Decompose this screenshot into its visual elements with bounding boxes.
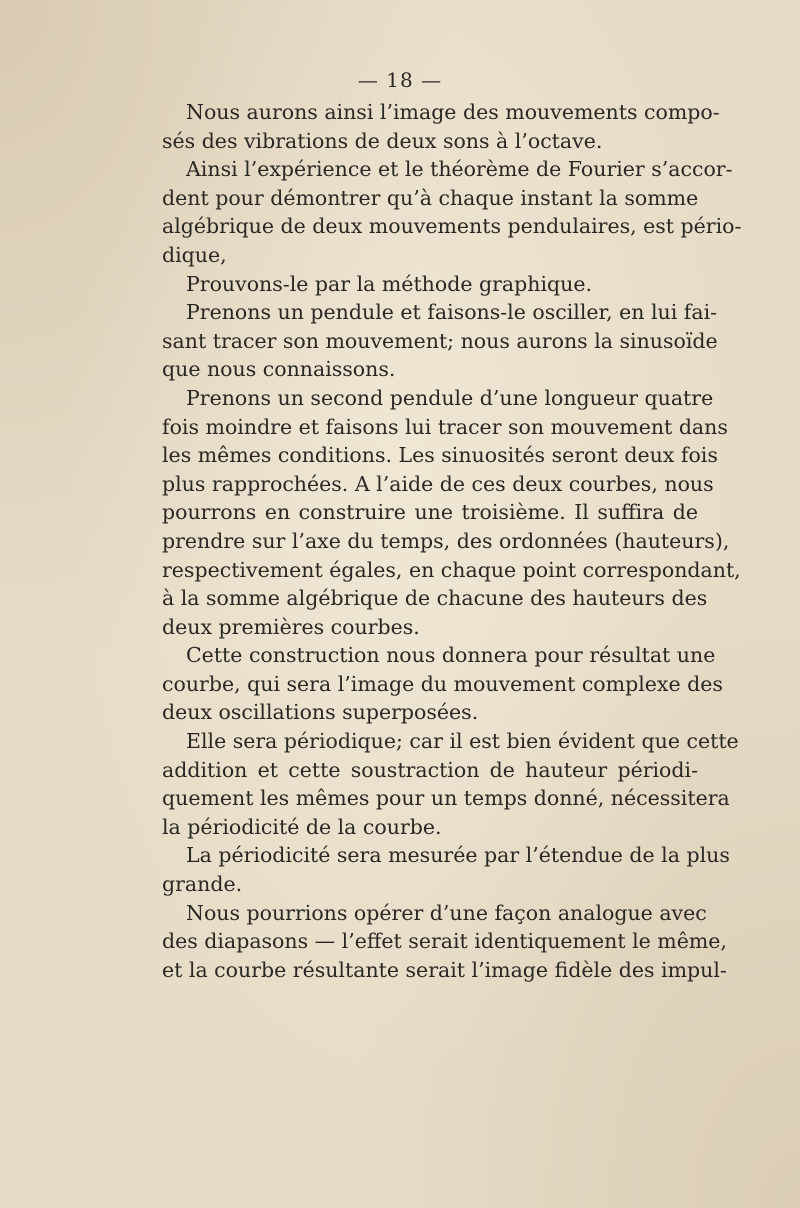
text-line: Prenons un pendule et faisons-le osciller, en lui fai- [186, 300, 718, 325]
text-line: Nous pourrions opérer d’une façon analogue avec [186, 900, 707, 925]
text-line: quement les mêmes pour un temps donné, nécessitera [162, 786, 730, 811]
text-line: grande. [162, 872, 243, 897]
text-line: prendre sur l’axe du temps, des ordonnées (hauteurs), [162, 528, 730, 553]
body-text [162, 98, 742, 984]
text-line: deux premières courbes. [162, 614, 420, 639]
text-line: sés des vibrations de deux sons à l’octave. [162, 128, 603, 153]
text-line: Elle sera périodique; car il est bien évident que cette [186, 729, 739, 754]
text-line: La périodicité sera mesurée par l’étendue de la plus [186, 843, 730, 868]
text-line: sant tracer son mouvement; nous aurons la sinusoïde [162, 328, 718, 353]
text-line: plus rapprochées. A l’aide de ces deux courbes, nous [162, 471, 714, 496]
text-line: que nous connaissons. [162, 357, 396, 382]
text-line: courbe, qui sera l’image du mouvement complexe des [162, 671, 723, 696]
text-line: algébrique de deux mouvements pendulaires, est pério- [162, 214, 742, 239]
text-line: la périodicité de la courbe. [162, 814, 442, 839]
text-line: fois moindre et faisons lui tracer son mouvement dans [162, 414, 728, 439]
text-line: et la courbe résultante serait l’image fidèle des impul- [162, 957, 727, 982]
text-line: dique, [162, 242, 227, 267]
text-line: addition et cette soustraction de hauteur périodi- [162, 757, 698, 782]
text-line: pourrons en construire une troisième. Il suffira de [162, 500, 698, 525]
text-line: Prenons un second pendule d’une longueur quatre [186, 385, 714, 410]
text-line: Cette construction nous donnera pour résultat une [186, 643, 716, 668]
text-line: respectivement égales, en chaque point correspondant, [162, 557, 741, 582]
text-line: à la somme algébrique de chacune des hauteurs des [162, 586, 708, 611]
text-line: les mêmes conditions. Les sinuosités seront deux fois [162, 443, 718, 468]
text-line: dent pour démontrer qu’à chaque instant la somme [162, 185, 699, 210]
text-line: Ainsi l’expérience et le théorème de Fourier s’accor- [186, 157, 733, 182]
text-line: Prouvons-le par la méthode graphique. [186, 271, 592, 296]
text-line: Nous aurons ainsi l’image des mouvements compo- [186, 100, 720, 124]
text-line: des diapasons — l’effet serait identiquement le même, [162, 929, 727, 954]
page-number: — 18 — [357, 68, 443, 92]
text-line: deux oscillations superposées. [162, 700, 479, 725]
